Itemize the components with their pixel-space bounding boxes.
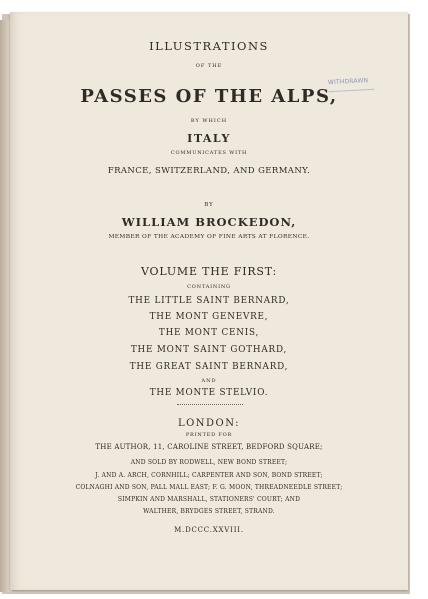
heading-italy: ITALY xyxy=(187,132,231,145)
text-printed-for: PRINTED FOR xyxy=(185,432,233,438)
publication-date: M.DCCC.XXVIII. xyxy=(174,526,244,534)
pass-item: THE MONT CENIS, xyxy=(158,328,260,338)
text-by-which: BY WHICH xyxy=(190,118,228,124)
heading-illustrations: ILLUSTRATIONS xyxy=(149,39,269,53)
text-of-the: OF THE xyxy=(195,63,223,69)
text-and: AND xyxy=(201,378,217,384)
text-communicates-with: COMMUNICATES WITH xyxy=(170,150,248,156)
text-containing: CONTAINING xyxy=(187,284,231,290)
author-name: WILLIAM BROCKEDON, xyxy=(121,215,297,229)
imprint-line: WALTHER, BRYDGES STREET, STRAND. xyxy=(143,508,275,515)
author-title: MEMBER OF THE ACADEMY OF FINE ARTS AT FLORENCE. xyxy=(108,234,310,240)
pass-item: THE MONT GENÈVRE, xyxy=(149,312,269,322)
imprint-line: THE AUTHOR, 11, CAROLINE STREET, BEDFORD SQUARE; xyxy=(95,443,323,451)
pass-item: THE LITTLE SAINT BERNARD, xyxy=(128,296,290,306)
pass-item: THE GREAT SAINT BERNARD, xyxy=(129,362,289,372)
text-by: BY xyxy=(204,202,214,208)
text-countries: FRANCE, SWITZERLAND, AND GERMANY. xyxy=(107,166,311,176)
pass-item: THE MONT SAINT GOTHARD, xyxy=(130,345,288,355)
imprint-line: J. AND A. ARCH, CORNHILL; CARPENTER AND SON, BOND STREET; xyxy=(95,472,323,479)
imprint-line: SIMPKIN AND MARSHALL, STATIONERS' COURT; AND xyxy=(117,496,301,503)
pass-item: THE MONTE STELVIO. xyxy=(149,388,269,398)
divider-rule xyxy=(177,404,243,405)
imprint-city: LONDON: xyxy=(177,418,241,429)
volume-heading: VOLUME THE FIRST: xyxy=(140,265,278,278)
main-title: PASSES OF THE ALPS, xyxy=(80,86,338,107)
imprint-line: COLNAGHI AND SON, PALL MALL EAST; F. G. MOON, THREADNEEDLE STREET; xyxy=(75,484,343,491)
imprint-line: AND SOLD BY RODWELL, NEW BOND STREET; xyxy=(130,459,288,466)
title-page xyxy=(10,12,408,590)
library-stamp: WITHDRAWN xyxy=(328,77,375,92)
